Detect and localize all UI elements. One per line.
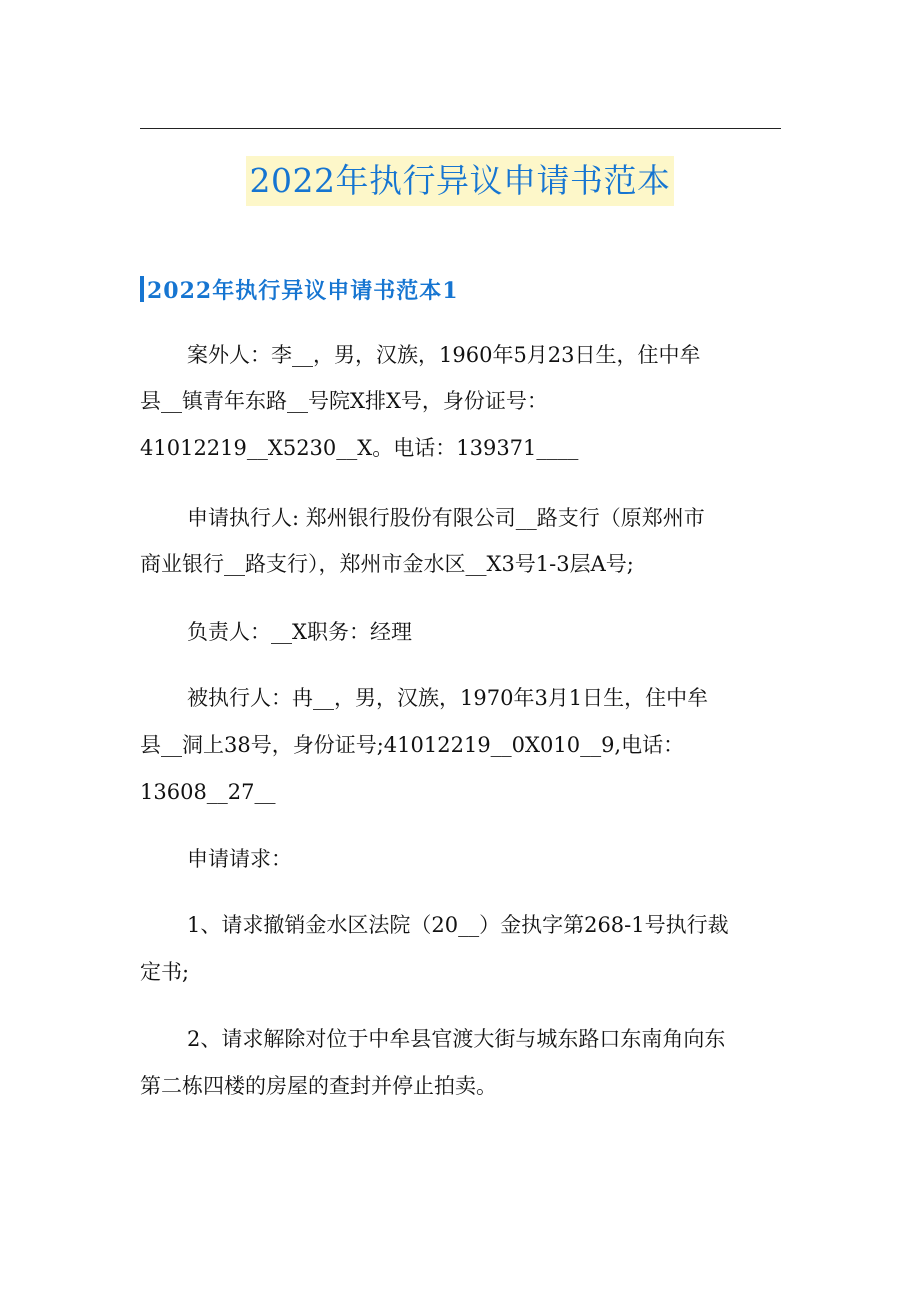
respondent-line-2: 县__洞上38号，身份证号;41012219__0X010__9,电话： (140, 733, 685, 757)
responsible-person-line: 负责人：__X职务：经理 (187, 620, 412, 644)
document-title-text: 2022年执行异议申请书范本 (246, 156, 675, 206)
document-title (0, 156, 920, 206)
request-1-line-1: 1、请求撤销金水区法院（20__）金执字第268-1号执行裁 (187, 913, 729, 937)
section-heading (140, 274, 459, 304)
section-heading-text: 2022年执行异议申请书范本1 (147, 277, 459, 304)
applicant-line-2: 商业银行__路支行），郑州市金水区__X3号1-3层A号; (140, 552, 634, 576)
requests-heading: 申请请求： (187, 847, 292, 871)
outsider-line-2: 县__镇青年东路__号院X排X号，身份证号： (140, 389, 548, 413)
outsider-line-1: 案外人：李__，男，汉族，1960年5月23日生，住中牟 (187, 343, 701, 367)
top-divider (140, 128, 781, 129)
respondent-line-1: 被执行人：冉__，男，汉族，1970年3月1日生，住中牟 (187, 686, 709, 710)
applicant-line-1: 申请执行人: 郑州银行股份有限公司__路支行（原郑州市 (187, 506, 705, 530)
section-marker (140, 276, 144, 302)
request-1-line-2: 定书; (140, 960, 190, 984)
request-2-line-1: 2、请求解除对位于中牟县官渡大街与城东路口东南角向东 (187, 1027, 726, 1051)
outsider-line-3: 41012219__X5230__X。电话：139371____ (140, 436, 579, 460)
request-2-line-2: 第二栋四楼的房屋的查封并停止拍卖。 (140, 1074, 497, 1098)
respondent-line-3: 13608__27__ (140, 780, 276, 804)
